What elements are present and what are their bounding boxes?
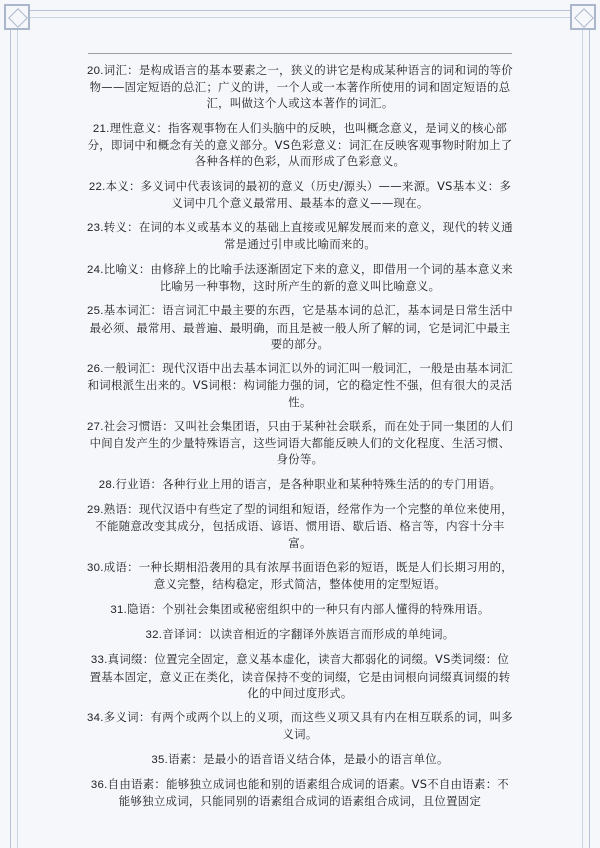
entry-32: 32.音译词：以读音相近的字翻译外族语言而形成的单纯词。 (145, 626, 455, 641)
entry-24: 24.比喻义：由修辞上的比喻手法逐渐固定下来的意义，即借用一个词的基本意义来比喻另一种事物，这时所产生的新的意义叫比喻意义。 (87, 261, 513, 293)
entry-29: 29.熟语：现代汉语中有些定了型的词组和短语，经常作为一个完整的单位来使用，不能随意改变其成分，包括成语、谚语、惯用语、歇后语、格言等，内容十分丰富。 (87, 502, 513, 550)
entry-36: 36.自由语素：能够独立成词也能和别的语素组合成词的语素。VS不自由语素：不能够独立成词，只能同别的语素组合成词的语素组合成词，且位置固定 (90, 777, 510, 809)
entry-31: 31.隐语：个别社会集团或秘密组织中的一种只有内部人懂得的特殊用语。 (110, 601, 490, 616)
corner-ornament-icon (4, 4, 30, 30)
entry-34: 34.多义词：有两个或两个以上的义项，而这些义项又具有内在相互联系的词，叫多义词。 (87, 710, 513, 742)
entry-25: 25.基本词汇：语言词汇中最主要的东西，它是基本词的总汇，基本词是日常生活中最必须、最常用、最普遍、最明确，而且是被一般人所了解的词，它是词汇中最主要的部分。 (87, 303, 513, 351)
entry-35: 35.语素：是最小的语音语义结合体，是最小的语言单位。 (151, 751, 449, 766)
entry-22: 22.本义：多义词中代表该词的最初的意义（历史/源头）——来源。VS基本义：多义词中几个意义最常用、最基本的意义——现在。 (88, 178, 512, 210)
entry-27: 27.社会习惯语：又叫社会集团语，只由于某种社会联系，而在处于同一集团的人们中间自发产生的少量特殊语言，这些词语大都能反映人们的文化程度、生活习惯、身份等。 (87, 418, 513, 467)
entry-20: 20.词汇：是构成语言的基本要素之一，狭义的讲它是构成某种语言的词和词的等价物——固定短语的总汇；广义的讲，一个人或一本著作所使用的词和固定短语的总汇，叫做这个人或这本著作的词汇。 (87, 63, 513, 111)
entry-30: 30.成语：一种长期相沿袭用的具有浓厚书面语色彩的短语，既是人们长期习用的，意义完整，结构稳定，形式简洁，整体使用的定型短语。 (87, 559, 513, 592)
entry-23: 23.转义：在词的本义或基本义的基础上直接或见解发展而来的意义，现代的转义通常是通过引申或比喻而来的。 (87, 220, 513, 252)
entry-21: 21.理性意义：指客观事物在人们头脑中的反映，也叫概念意义，是词义的核心部分，即词中和概念有关的意义部分。VS色彩意义：词汇在反映客观事物时附加上了各种各样的色彩，从而形成了色彩意义。 (87, 120, 513, 169)
header-rule (88, 53, 512, 54)
corner-ornament-icon (570, 4, 596, 30)
entry-list (86, 62, 514, 818)
entry-28: 28.行业语：各种行业上用的语言，是各种职业和某种特殊生活的的专门用语。 (98, 476, 502, 491)
entry-33: 33.真词缀：位置完全固定，意义基本虚化，读音大都弱化的词缀。VS类词缀：位置基本固定，意义正在类化，读音保持不变的词缀，它是由词根向词缀真词缀的转化的中间过度形式。 (89, 652, 511, 700)
entry-26: 26.一般词汇：现代汉语中出去基本词汇以外的词汇叫一般词汇，一般是由基本词汇和词根派生出来的。VS词根：构词能力强的词，它的稳定性不强，但有很大的灵活性。 (87, 361, 513, 409)
